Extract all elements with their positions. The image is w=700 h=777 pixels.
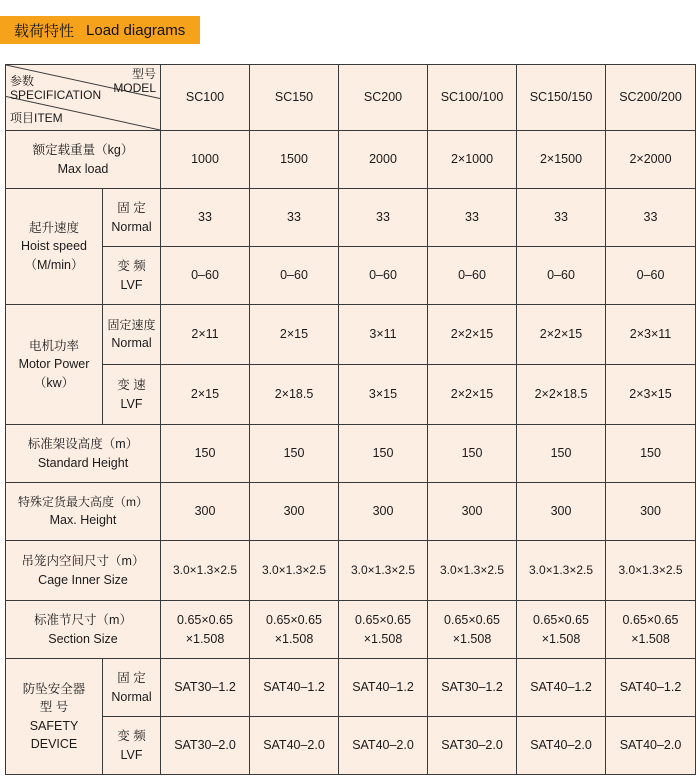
table-cell bbox=[161, 601, 250, 659]
table-cell: 0–60 bbox=[606, 247, 696, 305]
label-cn: 标准节尺寸（m） bbox=[34, 613, 132, 628]
sub-label-en: Normal bbox=[111, 689, 152, 704]
sub-label-en: Normal bbox=[111, 219, 152, 234]
sub-label-en: LVF bbox=[120, 277, 143, 292]
table-cell: 2×1000 bbox=[428, 131, 517, 189]
table-cell: 3.0×1.3×2.5 bbox=[428, 541, 517, 601]
table-cell: 2×2×15 bbox=[428, 305, 517, 365]
table-cell: SAT40–2.0 bbox=[339, 717, 428, 775]
table-cell: 300 bbox=[517, 483, 606, 541]
table-cell: SAT40–1.2 bbox=[250, 659, 339, 717]
table-cell: 0–60 bbox=[161, 247, 250, 305]
label-en: Standard Height bbox=[37, 455, 129, 470]
label-cn: 防坠安全器 bbox=[22, 682, 86, 697]
param-cn: 参数 bbox=[10, 74, 35, 88]
header-row bbox=[6, 65, 696, 131]
sub-label-en: LVF bbox=[120, 396, 143, 411]
section-title bbox=[0, 16, 200, 44]
table-cell: 150 bbox=[250, 425, 339, 483]
table-cell: 2×18.5 bbox=[250, 365, 339, 425]
label-en: Hoist speed bbox=[20, 239, 87, 254]
table-cell bbox=[517, 601, 606, 659]
label-en-2: DEVICE bbox=[30, 736, 78, 751]
label-cn: 标准架设高度（m） bbox=[27, 437, 139, 452]
table-cell bbox=[606, 601, 696, 659]
table-cell: 3×15 bbox=[339, 365, 428, 425]
model-header: SC100/100 bbox=[428, 65, 517, 131]
model-header: SC150/150 bbox=[517, 65, 606, 131]
table-cell: 150 bbox=[606, 425, 696, 483]
section-line1: 0.65×0.65 bbox=[444, 613, 500, 628]
sub-label-en: Normal bbox=[111, 336, 152, 351]
sub-label-en: LVF bbox=[120, 747, 143, 762]
model-cn: 型号 bbox=[131, 67, 156, 81]
row-max-load bbox=[6, 131, 696, 189]
sub-label bbox=[103, 365, 161, 425]
label-cn: 电机功率 bbox=[28, 339, 79, 354]
table-cell: 1500 bbox=[250, 131, 339, 189]
row-safety-normal bbox=[6, 659, 696, 717]
label-cn-2: 型 号 bbox=[39, 700, 69, 715]
row-standard-height bbox=[6, 425, 696, 483]
table-cell: 2×11 bbox=[161, 305, 250, 365]
section-line2: ×1.508 bbox=[363, 631, 403, 646]
table-cell: 300 bbox=[250, 483, 339, 541]
label-en: Max load bbox=[57, 161, 109, 176]
table-cell: 33 bbox=[250, 189, 339, 247]
row-motor-power-normal bbox=[6, 305, 696, 365]
table-cell: 3.0×1.3×2.5 bbox=[606, 541, 696, 601]
table-cell: 2×2×15 bbox=[517, 305, 606, 365]
row-safety-lvf bbox=[6, 717, 696, 775]
label-en: Max. Height bbox=[49, 513, 117, 528]
row-label bbox=[6, 131, 161, 189]
sub-label-cn: 固 定 bbox=[117, 671, 146, 686]
table-cell: 2×15 bbox=[250, 305, 339, 365]
row-max-height bbox=[6, 483, 696, 541]
label-en: Cage Inner Size bbox=[38, 572, 128, 587]
row-hoist-speed-normal bbox=[6, 189, 696, 247]
table-cell: 2×1500 bbox=[517, 131, 606, 189]
table-cell: 2×15 bbox=[161, 365, 250, 425]
model-en: MODEL bbox=[113, 81, 156, 96]
row-label bbox=[6, 305, 103, 425]
table-cell: 2×2×15 bbox=[428, 365, 517, 425]
table-cell: SAT40–2.0 bbox=[250, 717, 339, 775]
section-line1: 0.65×0.65 bbox=[355, 613, 411, 628]
table-cell: 1000 bbox=[161, 131, 250, 189]
sub-label-cn: 固 定 bbox=[117, 201, 146, 216]
corner-param-label bbox=[10, 75, 101, 103]
table-cell: SAT30–2.0 bbox=[428, 717, 517, 775]
row-label bbox=[6, 659, 103, 775]
table-cell: 2×2×18.5 bbox=[517, 365, 606, 425]
table-cell: 3×11 bbox=[339, 305, 428, 365]
table-cell: 33 bbox=[517, 189, 606, 247]
sub-label bbox=[103, 717, 161, 775]
sub-label-cn: 变 频 bbox=[117, 259, 146, 274]
table-cell: 3.0×1.3×2.5 bbox=[339, 541, 428, 601]
row-hoist-speed-lvf bbox=[6, 247, 696, 305]
table-cell bbox=[339, 601, 428, 659]
section-line1: 0.65×0.65 bbox=[533, 613, 589, 628]
section-line1: 0.65×0.65 bbox=[622, 613, 679, 628]
table-cell: 0–60 bbox=[250, 247, 339, 305]
label-en: Section Size bbox=[48, 631, 118, 646]
section-line1: 0.65×0.65 bbox=[266, 613, 322, 628]
table-cell: 150 bbox=[161, 425, 250, 483]
row-section-size bbox=[6, 601, 696, 659]
table-cell: SAT30–2.0 bbox=[161, 717, 250, 775]
table-cell: 300 bbox=[339, 483, 428, 541]
table-cell: SAT40–2.0 bbox=[517, 717, 606, 775]
model-header: SC100 bbox=[161, 65, 250, 131]
label-cn: 吊笼内空间尺寸（m） bbox=[21, 554, 145, 569]
table-cell: 0–60 bbox=[428, 247, 517, 305]
corner-model-label bbox=[113, 67, 156, 96]
title-cn: 载荷特性 bbox=[14, 22, 75, 40]
section-line2: ×1.508 bbox=[274, 631, 314, 646]
section-line2: ×1.508 bbox=[631, 631, 670, 646]
table-cell: 150 bbox=[428, 425, 517, 483]
table-cell: SAT40–1.2 bbox=[339, 659, 428, 717]
label-unit: （M/min） bbox=[24, 257, 84, 272]
table-cell bbox=[428, 601, 517, 659]
label-unit: （kw） bbox=[33, 375, 75, 390]
row-label bbox=[6, 541, 161, 601]
label-en: Motor Power bbox=[18, 357, 90, 372]
corner-item-label: 项目ITEM bbox=[10, 110, 63, 125]
label-cn: 起升速度 bbox=[28, 221, 79, 236]
row-label bbox=[6, 601, 161, 659]
section-line2: ×1.508 bbox=[185, 631, 225, 646]
table-cell: SAT30–1.2 bbox=[161, 659, 250, 717]
table-cell: 2×3×11 bbox=[606, 305, 696, 365]
table-cell: SAT30–1.2 bbox=[428, 659, 517, 717]
sub-label-cn: 变 频 bbox=[117, 729, 146, 744]
row-label bbox=[6, 425, 161, 483]
row-label bbox=[6, 483, 161, 541]
section-line2: ×1.508 bbox=[541, 631, 581, 646]
table-cell: 33 bbox=[339, 189, 428, 247]
table-cell: 2×2000 bbox=[606, 131, 696, 189]
sub-label bbox=[103, 305, 161, 365]
section-line2: ×1.508 bbox=[452, 631, 492, 646]
table-cell: 3.0×1.3×2.5 bbox=[517, 541, 606, 601]
table-cell: 3.0×1.3×2.5 bbox=[161, 541, 250, 601]
model-header: SC200 bbox=[339, 65, 428, 131]
sub-label bbox=[103, 659, 161, 717]
title-en: Load diagrams bbox=[86, 21, 186, 39]
table-cell: 300 bbox=[606, 483, 696, 541]
row-label bbox=[6, 189, 103, 305]
table-cell: 33 bbox=[161, 189, 250, 247]
table-cell: 2000 bbox=[339, 131, 428, 189]
table-cell: 150 bbox=[339, 425, 428, 483]
table-cell: SAT40–2.0 bbox=[606, 717, 696, 775]
row-motor-power-lvf bbox=[6, 365, 696, 425]
table-cell: 33 bbox=[606, 189, 696, 247]
sub-label-cn: 固定速度 bbox=[107, 317, 156, 332]
row-cage-size bbox=[6, 541, 696, 601]
table-cell: 300 bbox=[161, 483, 250, 541]
table-cell: SAT40–1.2 bbox=[606, 659, 696, 717]
sub-label-cn: 变 速 bbox=[117, 378, 146, 393]
sub-label bbox=[103, 247, 161, 305]
table-cell: 2×3×15 bbox=[606, 365, 696, 425]
label-cn: 特殊定货最大高度（m） bbox=[18, 494, 148, 509]
header-corner bbox=[6, 65, 161, 131]
table-cell: 0–60 bbox=[339, 247, 428, 305]
model-header: SC200/200 bbox=[606, 65, 696, 131]
table-cell bbox=[250, 601, 339, 659]
table-cell: 3.0×1.3×2.5 bbox=[250, 541, 339, 601]
model-header: SC150 bbox=[250, 65, 339, 131]
table-cell: SAT40–1.2 bbox=[517, 659, 606, 717]
label-cn: 额定载重量（kg） bbox=[32, 143, 134, 158]
table-cell: 300 bbox=[428, 483, 517, 541]
section-line1: 0.65×0.65 bbox=[177, 613, 233, 628]
label-en: SAFETY bbox=[29, 718, 79, 733]
table-cell: 0–60 bbox=[517, 247, 606, 305]
sub-label bbox=[103, 189, 161, 247]
param-en: SPECIFICATION bbox=[10, 87, 102, 102]
spec-table bbox=[5, 64, 696, 775]
table-cell: 33 bbox=[428, 189, 517, 247]
table-cell: 150 bbox=[517, 425, 606, 483]
